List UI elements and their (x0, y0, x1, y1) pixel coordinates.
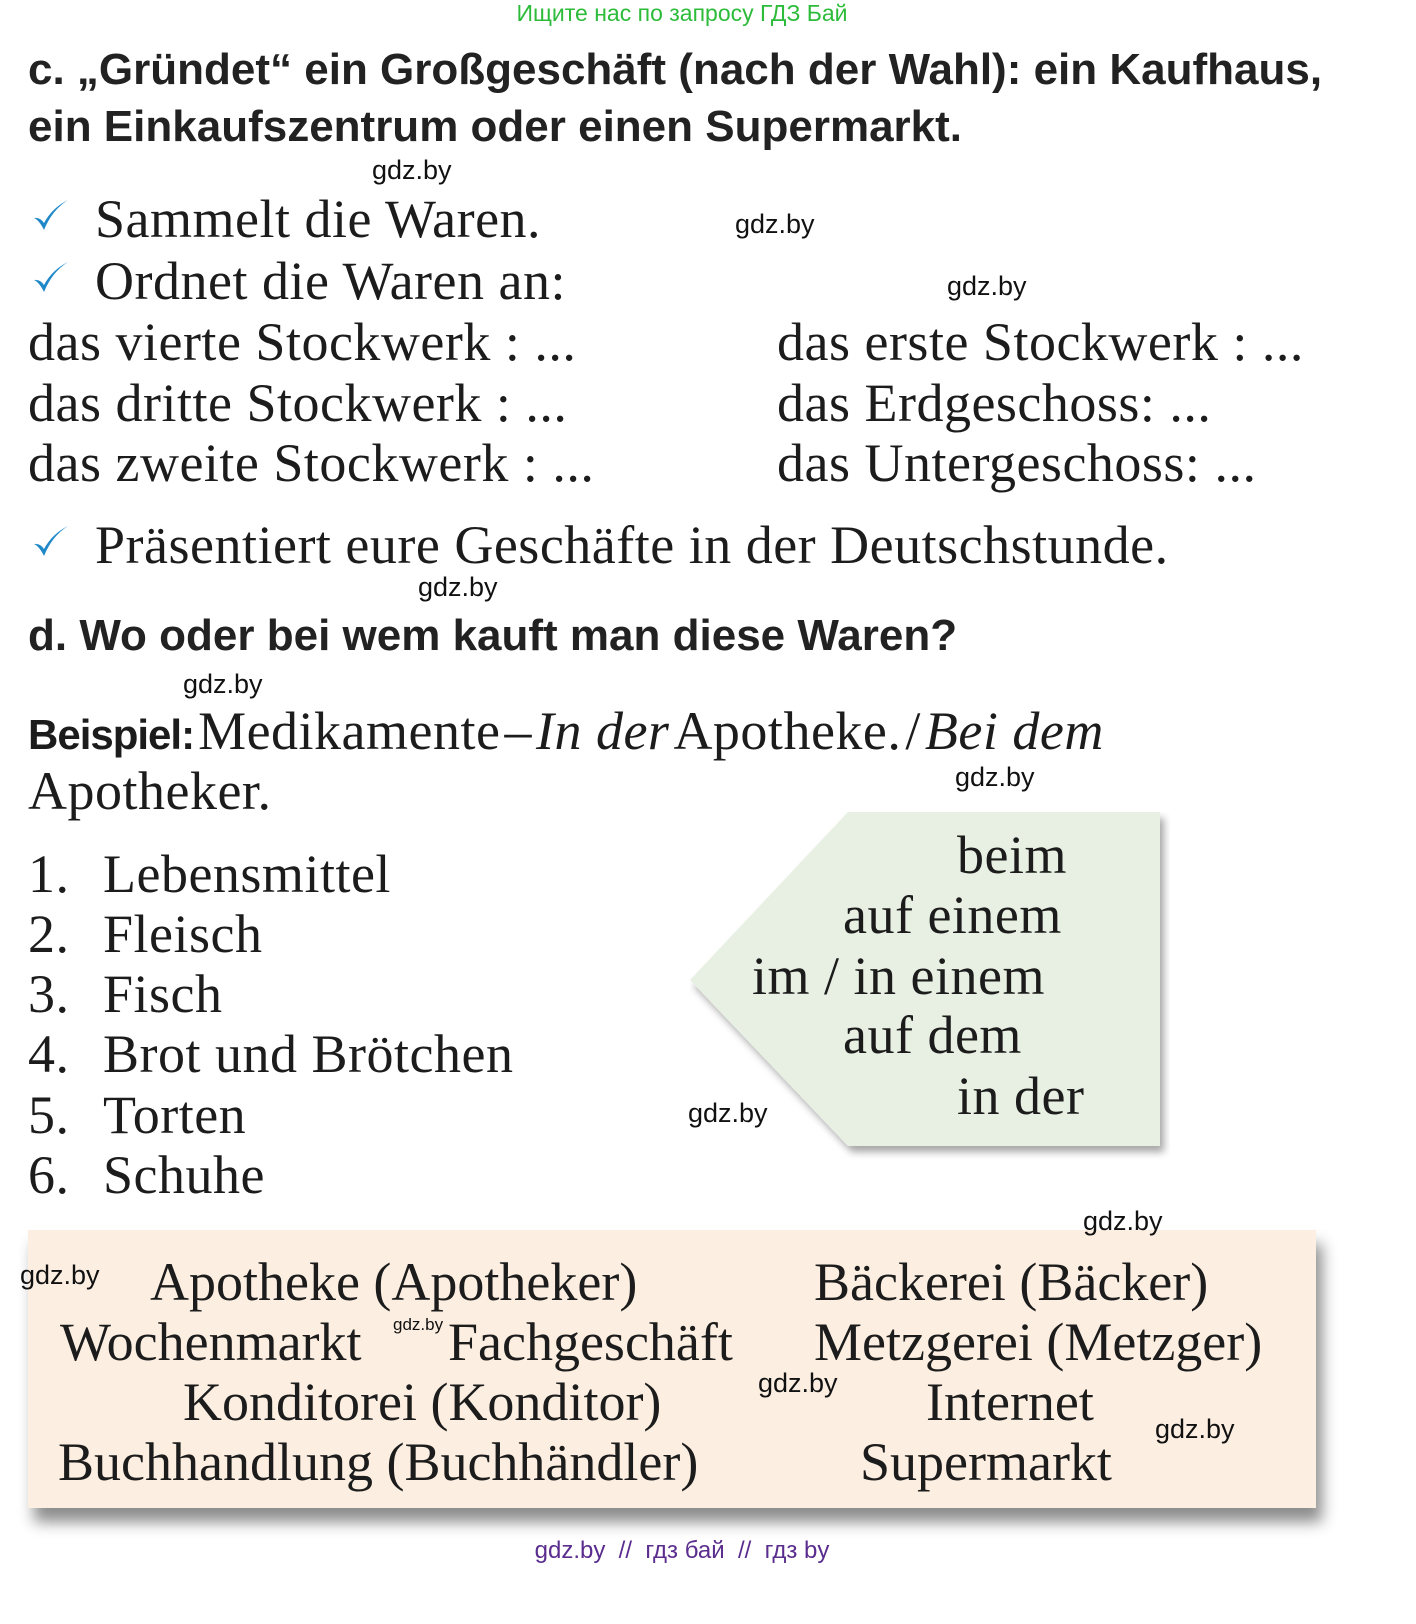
example-bei: Bei dem (924, 701, 1104, 761)
place-internet: Internet (926, 1372, 1094, 1432)
item-number: 5. (28, 1085, 70, 1145)
list-item (28, 1145, 265, 1205)
footer-links[interactable]: gdz.by // гдз бай // гдз by (534, 1537, 830, 1564)
item-number: 2. (28, 904, 70, 964)
place-supermarkt: Supermarkt (860, 1432, 1112, 1492)
item-number: 6. (28, 1145, 70, 1205)
watermark: gdz.by (418, 572, 498, 602)
place-fachgeschaeft: Fachgeschäft (448, 1312, 733, 1372)
step-present: Präsentiert eure Geschäfte in der Deutschstunde. (95, 515, 1169, 575)
place-wochenmarkt: Wochenmarkt (60, 1312, 362, 1372)
checkmark-icon (30, 196, 70, 236)
example-label: Beispiel: (28, 711, 195, 758)
watermark: gdz.by (183, 669, 263, 699)
preposition-im-in-einem: im / in einem (752, 946, 1045, 1006)
preposition-auf-dem: auf dem (843, 1005, 1022, 1065)
place-apotheke: Apotheke (Apotheker) (150, 1252, 638, 1312)
item-number: 4. (28, 1024, 70, 1084)
watermark: gdz.by (20, 1260, 100, 1290)
watermark: gdz.by (758, 1368, 838, 1398)
list-item (28, 1085, 247, 1145)
example-dash: – (504, 701, 532, 761)
item-word: Fisch (103, 964, 223, 1024)
preposition-auf-einem: auf einem (843, 885, 1062, 945)
place-buchhandlung: Buchhandlung (Buchhändler) (58, 1432, 699, 1492)
watermark: gdz.by (1083, 1206, 1163, 1236)
place-baeckerei: Bäckerei (Bäcker) (814, 1252, 1209, 1312)
checkmark-icon (30, 258, 70, 298)
preposition-beim: beim (957, 825, 1067, 885)
floor-right-3: das Untergeschoss: ... (777, 433, 1257, 493)
item-number: 1. (28, 844, 70, 904)
item-word: Schuhe (103, 1145, 265, 1205)
place-konditorei: Konditorei (Konditor) (183, 1372, 662, 1432)
floor-right-1: das erste Stockwerk : ... (777, 312, 1304, 372)
list-item (28, 844, 391, 904)
watermark: gdz.by (372, 155, 452, 185)
floor-left-3: das zweite Stockwerk : ... (28, 433, 595, 493)
item-word: Fleisch (103, 904, 263, 964)
example-person: Apotheker. (28, 761, 272, 821)
preposition-in-der: in der (957, 1066, 1085, 1126)
example-word: Medikamente (198, 701, 501, 761)
list-item (28, 904, 263, 964)
watermark: gdz.by (735, 209, 815, 239)
list-item (28, 964, 223, 1024)
checkmark-icon (30, 522, 70, 562)
floor-left-1: das vierte Stockwerk : ... (28, 312, 577, 372)
watermark: gdz.by (955, 762, 1035, 792)
watermark: gdz.by (947, 271, 1027, 301)
watermark: gdz.by (393, 1315, 444, 1334)
step-arrange: Ordnet die Waren an: (95, 251, 566, 311)
place-metzgerei: Metzgerei (Metzger) (814, 1312, 1263, 1372)
task-c-heading-line2: ein Einkaufszentrum oder einen Supermarkt. (28, 102, 963, 151)
floor-right-2: das Erdgeschoss: ... (777, 373, 1212, 433)
item-word: Brot und Brötchen (103, 1024, 514, 1084)
watermark: gdz.by (688, 1098, 768, 1128)
item-number: 3. (28, 964, 70, 1024)
watermark: gdz.by (1155, 1414, 1235, 1444)
item-word: Torten (103, 1085, 247, 1145)
example-line (28, 701, 1104, 761)
list-item (28, 1024, 514, 1084)
example-slash: / (905, 701, 921, 761)
task-d-heading: d. Wo oder bei wem kauft man diese Waren? (28, 611, 958, 660)
example-place: Apotheke. (673, 701, 902, 761)
task-c-heading-line1: c. „Gründet“ ein Großgeschäft (nach der Wahl): ein Kaufhaus, (28, 45, 1323, 94)
example-in: In der (535, 701, 670, 761)
step-collect: Sammelt die Waren. (95, 189, 542, 249)
floor-left-2: das dritte Stockwerk : ... (28, 373, 568, 433)
header-search-link[interactable]: Ищите нас по запросу ГДЗ Бай (516, 0, 848, 26)
item-word: Lebensmittel (103, 844, 391, 904)
